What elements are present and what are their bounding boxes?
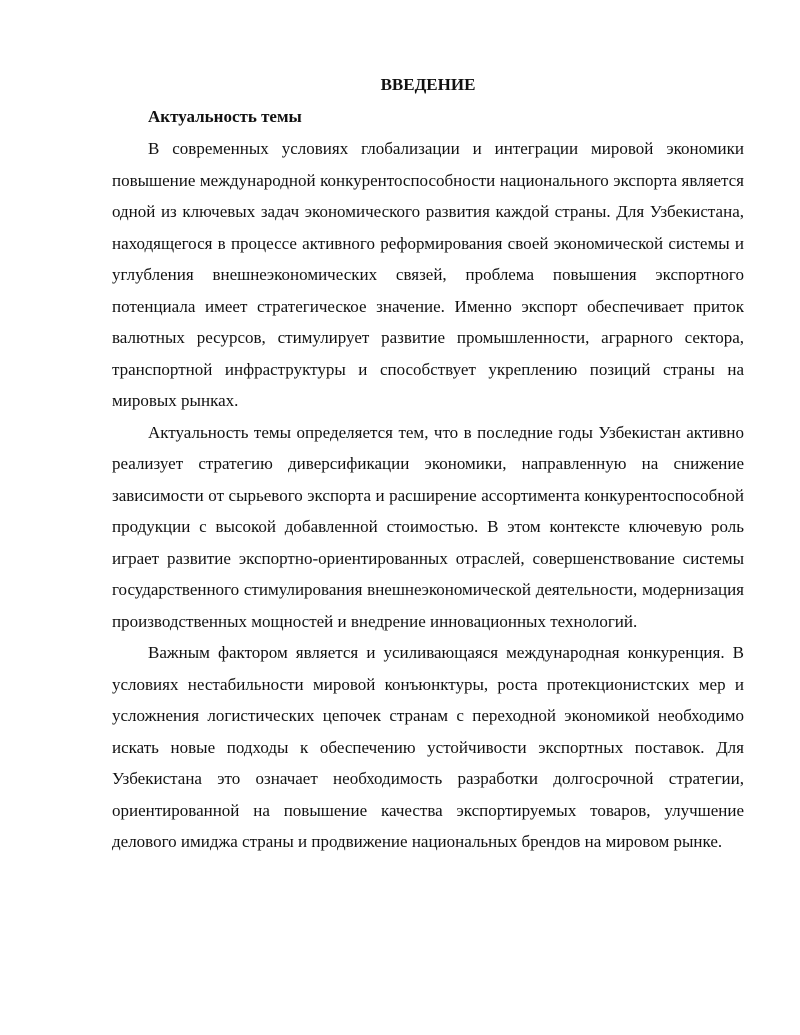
paragraph-2: Актуальность темы определяется тем, что в последние годы Узбекистан активно реализует стратегию диверсификации экономики, направленную на снижение зависимости от сырьевого экспорта и расширение ассортимента конкурентоспособной продукции с высокой добавленной стоимостью. В этом контексте ключевую роль играет развитие экспортно-ориентированных отраслей, совершенствование системы государственного стимулирования внешнеэкономической деятельности, модернизация производственных мощностей и внедрение инновационных технологий. bbox=[112, 422, 744, 631]
section-heading: Актуальность темы bbox=[148, 107, 302, 126]
body-text bbox=[112, 133, 744, 858]
paragraph-3: Важным фактором является и усиливающаяся международная конкуренция. В условиях нестабильности мировой конъюнктуры, роста протекционистских мер и усложнения логистических цепочек странам с переходной экономикой необходимо искать новые подходы к обеспечению устойчивости экспортных поставок. Для Узбекистана это означает необходимость разработки долгосрочной стратегии, ориентированной на повышение качества экспортируемых товаров, улучшение делового имиджа страны и продвижение национальных брендов на мировом рынке. bbox=[112, 643, 744, 851]
paragraph-1: В современных условиях глобализации и интеграции мировой экономики повышение международной конкурентоспособности национального экспорта является одной из ключевых задач экономического развития каждой страны. Для Узбекистана, находящегося в процессе активного реформирования своей экономической системы и углубления внешнеэкономических связей, проблема повышения экспортного потенциала имеет стратегическое значение. Именно экспорт обеспечивает приток валютных ресурсов, стимулирует развитие промышленности, аграрного сектора, транспортной инфраструктуры и способствует укреплению позиций страны на мировых рынках. bbox=[112, 139, 744, 410]
document-title: ВВЕДЕНИЕ bbox=[380, 75, 476, 94]
